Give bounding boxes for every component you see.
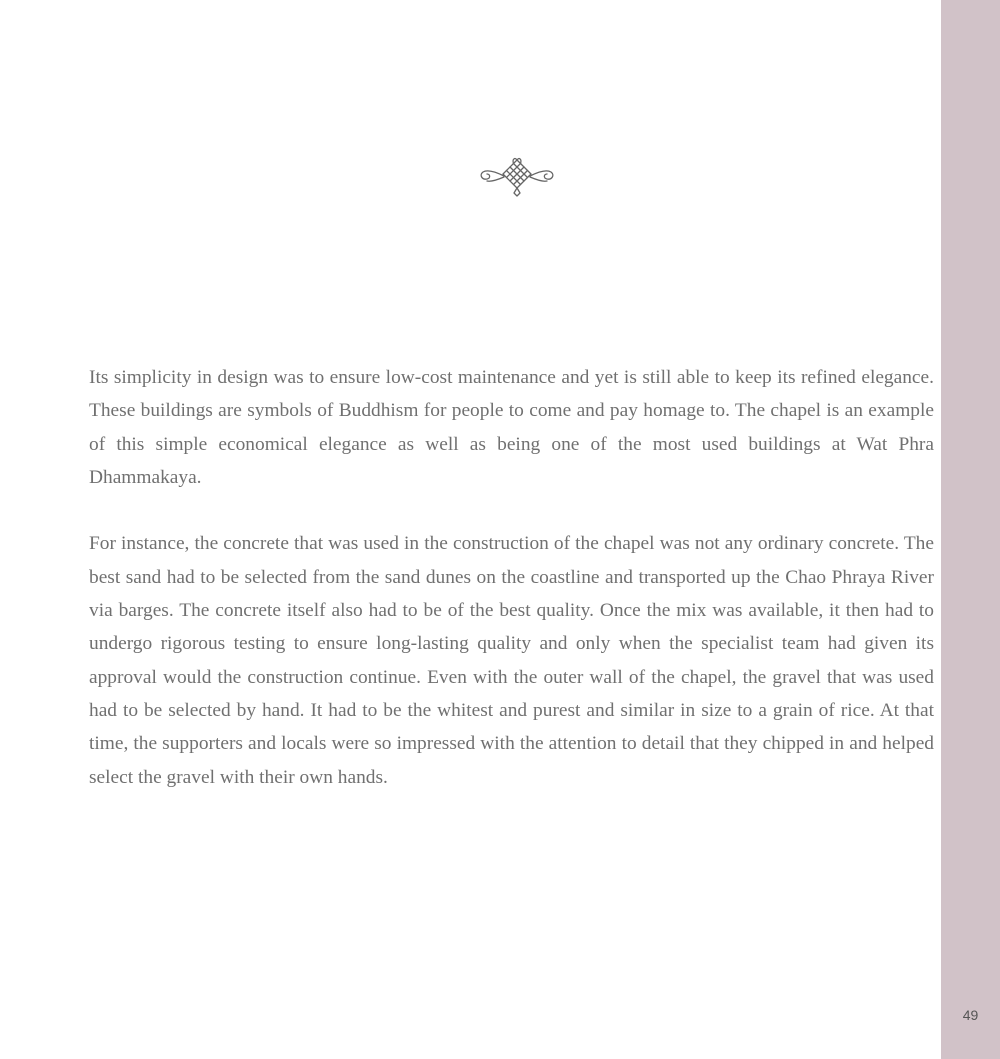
page-number: 49 (962, 1007, 979, 1023)
body-text (89, 361, 934, 827)
paragraph-concrete: For instance, the concrete that was used in the construction of the chapel was not any ordinary concrete. The best sand had to be selected from the sand dunes on the coastline and transported up the Chao Phraya River via barges. The concrete itself also had to be of the best quality. Once the mix was available, it then had to undergo rigorous testing to ensure long-lasting quality and only when the specialist team had given its approval would the construction continue. Even with the outer wall of the chapel, the gravel that was used had to be selected by hand. It had to be the whitest and purest and similar in size to a grain of rice. At that time, the supporters and locals were so impressed with the attention to detail that they chipped in and helped select the gravel with their own hands. (89, 533, 934, 788)
endless-knot-flourish-icon (478, 155, 556, 197)
paragraph-simplicity: Its simplicity in design was to ensure low-cost maintenance and yet is still able to keep its refined elegance. These buildings are symbols of Buddhism for people to come and pay homage to. The chapel is an example of this simple economical elegance as well as being one of the most used buildings at Wat Phra Dhammakaya. (89, 367, 934, 488)
sidebar-margin-band (941, 0, 1000, 1059)
